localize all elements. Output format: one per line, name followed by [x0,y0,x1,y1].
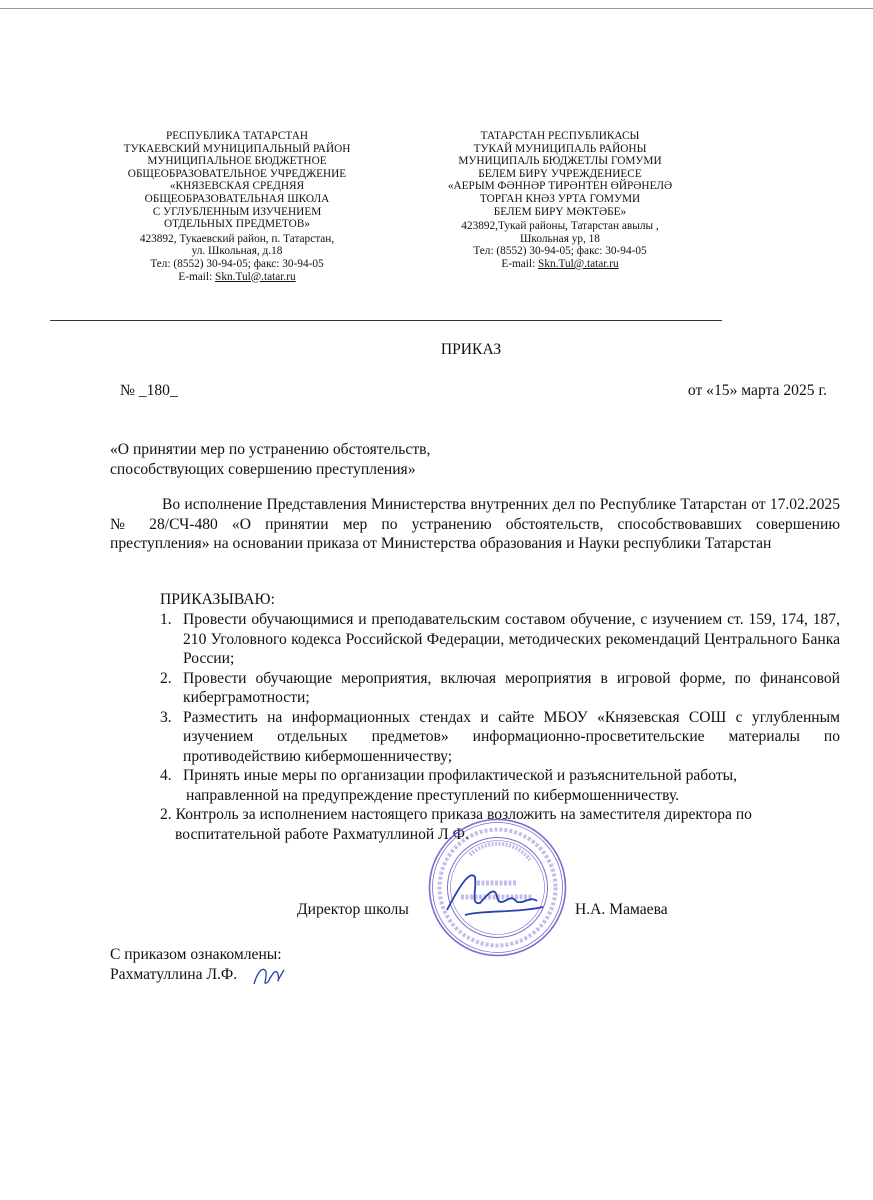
acknowledgement-label: С приказом ознакомлены: [110,946,282,963]
header-line: БЕЛЕМ БИРҮ УЧРЕЖДЕНИЕСЕ [478,167,642,180]
control-text: воспитательной работе Рахматуллиной Л.Ф. [175,825,469,843]
scan-edge-line [0,8,873,9]
item-number: 2. [160,806,172,823]
header-line: ТУКАЙ МУНИЦИПАЛЬ РАЙОНЫ [473,142,647,155]
header-line: Тел: (8552) 30-94-05; факс: 30-94-05 [473,245,647,258]
header-right [410,130,710,271]
header-line: 423892, Тукаевский район, п. Татарстан, [139,232,335,245]
item-number: 3. [160,708,172,726]
order-list [160,610,840,844]
acknowledgement-name: Рахматуллина Л.Ф. [110,966,238,983]
item-number: 2. [160,669,172,687]
official-stamp [425,815,570,960]
header-line: ТОРГАН КНӘЗ УРТА ГОМУМИ [479,192,641,205]
email-link[interactable]: Skn.Tul@.tatar.ru [215,270,296,283]
order-number: № _180_ [120,382,178,399]
list-item [160,708,840,767]
header-line: «КНЯЗЕВСКАЯ СРЕДНЯЯ [169,180,305,193]
header-line: 423892,Тукай районы, Татарстан авылы , [461,220,659,233]
header-line: РЕСПУБЛИКА ТАТАРСТАН [165,130,309,142]
header-email [87,271,387,284]
header-line: С УГЛУБЛЕННЫМ ИЗУЧЕНИЕМ [152,205,322,218]
order-title [110,440,430,479]
item-text: Провести обучающие мероприятия, включая мероприятия в игровой форме, по финансовой киберграмотности; [183,669,840,706]
header-line: ТУКАЕВСКИЙ МУНИЦИПАЛЬНЫЙ РАЙОН [123,142,351,155]
list-item [160,669,840,708]
header-line: ТАТАРСТАН РЕСПУБЛИКАСЫ [480,130,640,142]
item-text: Разместить на информационных стендах и сайте МБОУ «Князевская СОШ с углубленным изучением отдельных предметов» информационно-просветительские материалы по противодействию кибермошенничеству; [183,708,840,765]
header-line: ОБЩЕОБРАЗОВАТЕЛЬНОЕ УЧРЕДЖЕНИЕ [127,167,347,180]
header-line: ОБЩЕОБРАЗОВАТЕЛЬНАЯ ШКОЛА [144,192,330,205]
header-email [410,258,710,271]
list-item [160,766,840,805]
header-line: БЕЛЕМ БИРҮ МӘКТӘБЕ» [493,205,627,218]
email-link[interactable]: Skn.Tul@.tatar.ru [538,257,619,270]
header-line: ул. Школьная, д.18 [191,245,283,258]
title-line: «О принятии мер по устранению обстоятельств, [110,441,431,458]
control-text: Контроль за исполнением настоящего приказа возложить на заместителя директора по [175,806,752,823]
header-line: МУНИЦИПАЛЬНОЕ БЮДЖЕТНОЕ [147,155,327,168]
signature-position: Директор школы [297,901,409,918]
header-line: Школьная ур, 18 [520,232,600,245]
item-text: Принять иные меры по организации профилактической и разъяснительной работы, [183,767,738,784]
list-item [160,610,840,669]
title-line: способствующих совершению преступления» [110,460,416,478]
header-line: Тел: (8552) 30-94-05; факс: 30-94-05 [150,257,324,270]
email-label: E-mail: [501,257,539,270]
item-text: Провести обучающимися и преподавательским составом обучение, с изучением ст. 159, 174, 187, 210 Уголовного кодекса Российской Федерации, методических рекомендаций Центрального Банка России; [183,611,840,667]
order-word: ПРИКАЗЫВАЮ: [160,591,275,608]
item-text: направленной на предупреждение преступлений по кибермошенничеству. [186,786,680,804]
acknowledgement-signature [250,962,288,990]
header-divider [50,320,722,321]
header-left [87,130,387,283]
item-number: 1. [160,611,172,628]
signature-name: Н.А. Мамаева [575,901,668,918]
document-type: ПРИКАЗ [440,341,502,358]
header-line: «АЕРЫМ ФӘННӘР ТИРӘНТЕН ӨЙРӘНЕЛӘ [447,180,673,193]
item-number: 4. [160,767,172,784]
header-line: ОТДЕЛЬНЫХ ПРЕДМЕТОВ» [163,218,311,231]
order-date: от «15» марта 2025 г. [687,382,827,399]
preamble: Во исполнение Представления Министерства внутренних дел по Республике Татарстан от 17.02.2025 № 28/СЧ-480 «О принятии мер по устранению обстоятельств, способствовавших совершению преступления» на основании приказа от Министерства образования и Науки республики Татарстан [110,496,840,552]
email-label: E-mail: [178,270,216,283]
header-line: МУНИЦИПАЛЬ БЮДЖЕТЛЫ ГОМУМИ [458,155,662,168]
